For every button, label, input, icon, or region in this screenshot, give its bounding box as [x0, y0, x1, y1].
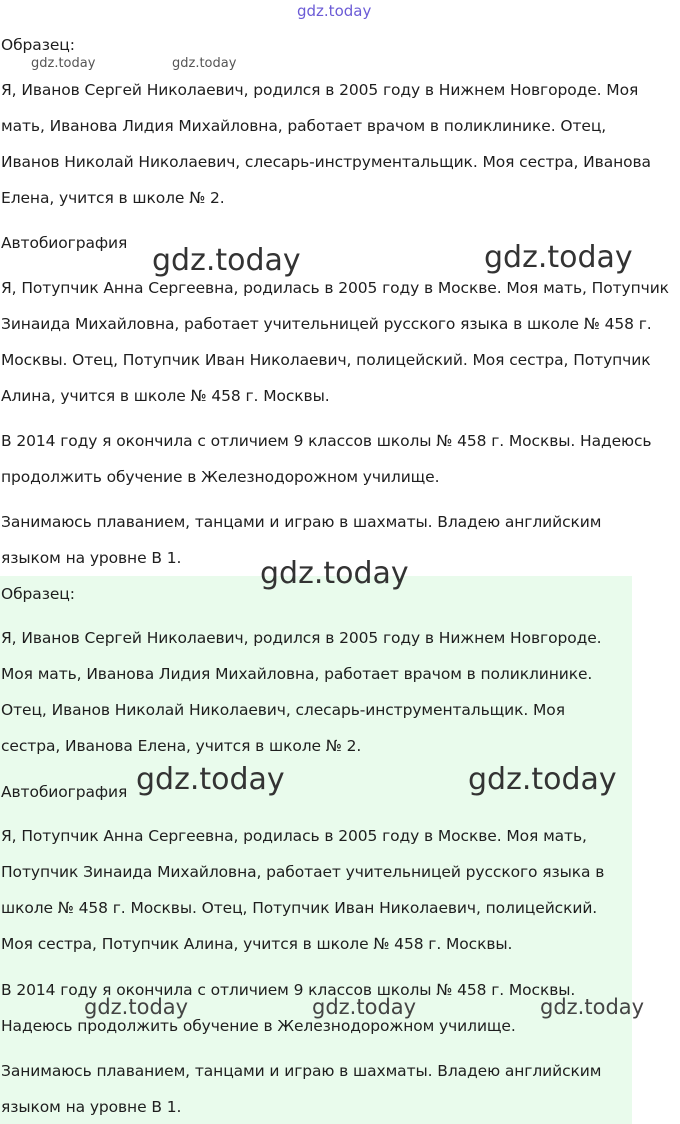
text-line: Москвы. Отец, Потупчик Иван Николаевич, полицейский. Моя сестра, Потупчик [1, 351, 651, 369]
text-line: сестра, Иванова Елена, учится в школе № 2. [1, 737, 362, 755]
watermark: gdz.today [152, 243, 301, 278]
text-line: Я, Потупчик Анна Сергеевна, родилась в 2005 году в Москве. Моя мать, Потупчик [1, 279, 669, 297]
text-line: Надеюсь продолжить обучение в Железнодорожном училище. [1, 1017, 516, 1035]
watermark: gdz.today [136, 762, 285, 797]
text-line: Зинаида Михайловна, работает учительницей русского языка в школе № 458 г. [1, 315, 652, 333]
watermark: gdz.today [172, 56, 237, 71]
highlighted-answer-panel [0, 576, 632, 1124]
text-line: Потупчик Зинаида Михайловна, работает учительницей русского языка в [1, 863, 605, 881]
text-line: Занимаюсь плаванием, танцами и играю в шахматы. Владею английским [1, 513, 602, 531]
watermark: gdz.today [468, 762, 617, 797]
sample-heading: Образец: [1, 36, 75, 54]
watermark: gdz.today [484, 240, 633, 275]
text-line: школе № 458 г. Москвы. Отец, Потупчик Иван Николаевич, полицейский. [1, 899, 598, 917]
text-line: Занимаюсь плаванием, танцами и играю в шахматы. Владею английским [1, 1062, 602, 1080]
text-line: языком на уровне В 1. [1, 549, 182, 567]
watermark: gdz.today [260, 556, 409, 591]
watermark: gdz.today [31, 56, 96, 71]
text-line: Моя сестра, Потупчик Алина, учится в школе № 458 г. Москвы. [1, 935, 513, 953]
text-line: Я, Иванов Сергей Николаевич, родился в 2005 году в Нижнем Новгороде. [1, 629, 602, 647]
text-line: Отец, Иванов Николай Николаевич, слесарь-инструментальщик. Моя [1, 701, 565, 719]
text-line: Я, Потупчик Анна Сергеевна, родилась в 2005 году в Москве. Моя мать, [1, 827, 587, 845]
text-line: мать, Иванова Лидия Михайловна, работает врачом в поликлинике. Отец, [1, 117, 607, 135]
text-line: Иванов Николай Николаевич, слесарь-инструментальщик. Моя сестра, Иванова [1, 153, 651, 171]
watermark: gdz.today [84, 995, 189, 1019]
autobiography-title: Автобиография [1, 783, 128, 801]
text-line: продолжить обучение в Железнодорожном училище. [1, 468, 440, 486]
watermark: gdz.today [297, 2, 372, 20]
text-line: языком на уровне В 1. [1, 1098, 182, 1116]
text-line: Моя мать, Иванова Лидия Михайловна, работает врачом в поликлинике. [1, 665, 593, 683]
text-line: Елена, учится в школе № 2. [1, 189, 225, 207]
watermark: gdz.today [540, 995, 645, 1019]
autobiography-title: Автобиография [1, 234, 128, 252]
text-line: Алина, учится в школе № 458 г. Москвы. [1, 387, 330, 405]
watermark: gdz.today [312, 995, 417, 1019]
text-line: Я, Иванов Сергей Николаевич, родился в 2005 году в Нижнем Новгороде. Моя [1, 81, 639, 99]
text-line: В 2014 году я окончила с отличием 9 классов школы № 458 г. Москвы. Надеюсь [1, 432, 652, 450]
sample-heading: Образец: [1, 585, 75, 603]
text-line: В 2014 году я окончила с отличием 9 классов школы № 458 г. Москвы. [1, 981, 576, 999]
